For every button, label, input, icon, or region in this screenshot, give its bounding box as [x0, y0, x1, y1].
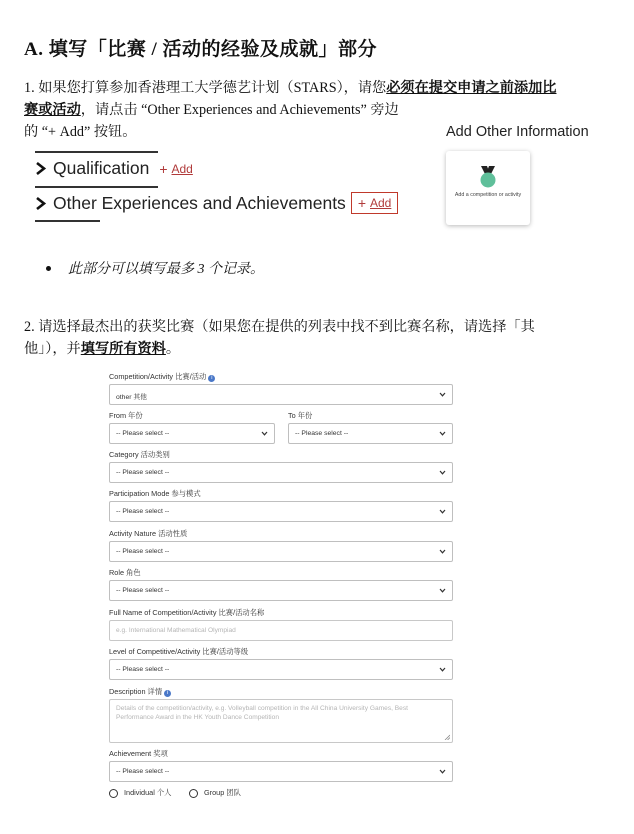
- info-icon: i: [164, 690, 171, 697]
- radio-circle[interactable]: [109, 789, 118, 798]
- divider: [35, 186, 158, 188]
- chevron-down-icon: [261, 430, 268, 437]
- info-icon: i: [208, 375, 215, 382]
- radio-circle[interactable]: [189, 789, 198, 798]
- achievement-label: Achievement 奖项: [109, 749, 168, 758]
- chevron-down-icon: [439, 391, 446, 398]
- instruction-paragraph-1: 1. 如果您打算参加香港理工大学德艺计划（STARS），请您必须在提交申请之前添加比 赛或活动，请点击 “Other Experiences and Achievements” 旁边 的 “+ Add” 按钮。: [24, 80, 557, 140]
- chevron-right-icon: [34, 161, 47, 176]
- participation-mode-select[interactable]: -- Please select --: [109, 501, 453, 522]
- page-heading: A. 填写「比赛 / 活动的经验及成就」部分: [24, 39, 378, 60]
- other-experiences-label: Other Experiences and Achievements: [53, 192, 346, 213]
- description-textarea[interactable]: Details of the competition/activity, e.g. Volleyball competition in the All China University Games, Best Performance Award in the HK Youth Dance Competition: [109, 699, 453, 743]
- competition-select[interactable]: other 其他: [109, 384, 453, 405]
- from-year-label: From 年份: [109, 411, 143, 420]
- divider: [35, 151, 158, 153]
- nav-item-other-experiences[interactable]: [34, 192, 398, 214]
- role-select[interactable]: -- Please select --: [109, 580, 453, 601]
- plus-icon: +: [357, 195, 366, 211]
- divider: [35, 220, 100, 222]
- medal-icon: [477, 165, 499, 189]
- participation-mode-label: Participation Mode 参与模式: [109, 489, 201, 498]
- add-competition-caption: Add a competition or activity: [454, 192, 522, 198]
- role-label: Role 角色: [109, 568, 141, 577]
- chevron-down-icon: [439, 548, 446, 555]
- qualification-label: Qualification: [53, 158, 150, 178]
- level-select[interactable]: -- Please select --: [109, 659, 453, 680]
- category-label: Category 活动类别: [109, 450, 170, 459]
- chevron-down-icon: [439, 768, 446, 775]
- chevron-down-icon: [439, 469, 446, 476]
- other-experiences-add-button[interactable]: + Add: [351, 192, 399, 214]
- plus-icon: +: [159, 160, 168, 177]
- chevron-down-icon: [439, 587, 446, 594]
- add-other-information-title: Add Other Information: [446, 124, 589, 140]
- level-label: Level of Competitive/Activity 比赛/活动等级: [109, 647, 249, 656]
- to-year-select[interactable]: -- Please select --: [288, 423, 453, 444]
- chevron-down-icon: [439, 430, 446, 437]
- full-name-input[interactable]: e.g. International Mathematical Olympiad: [109, 620, 453, 641]
- activity-nature-select[interactable]: -- Please select --: [109, 541, 453, 562]
- activity-nature-label: Activity Nature 活动性质: [109, 529, 188, 538]
- category-select[interactable]: -- Please select --: [109, 462, 453, 483]
- radio-group[interactable]: Group 团队: [189, 788, 241, 798]
- full-name-label: Full Name of Competition/Activity 比赛/活动名称: [109, 608, 265, 617]
- to-year-label: To 年份: [288, 411, 313, 420]
- competition-label: Competition/Activity 比赛/活动 i: [109, 372, 215, 382]
- description-label: Description 详情 i: [109, 687, 171, 697]
- chevron-right-icon: [34, 196, 47, 211]
- qualification-add-link[interactable]: + Add: [159, 160, 193, 177]
- instruction-paragraph-2: 2. 请选择最杰出的获奖比赛（如果您在提供的列表中找不到比赛名称，请选择「其 他」），并填写所有资料。: [24, 319, 535, 357]
- nav-item-qualification[interactable]: [34, 158, 193, 179]
- chevron-down-icon: [439, 508, 446, 515]
- from-year-select[interactable]: -- Please select --: [109, 423, 275, 444]
- add-competition-card[interactable]: [446, 151, 530, 225]
- chevron-down-icon: [439, 666, 446, 673]
- resize-handle-icon[interactable]: [444, 734, 450, 740]
- radio-individual[interactable]: Individual 个人: [109, 788, 171, 798]
- bullet-dot: [46, 266, 51, 271]
- achievement-select[interactable]: -- Please select --: [109, 761, 453, 782]
